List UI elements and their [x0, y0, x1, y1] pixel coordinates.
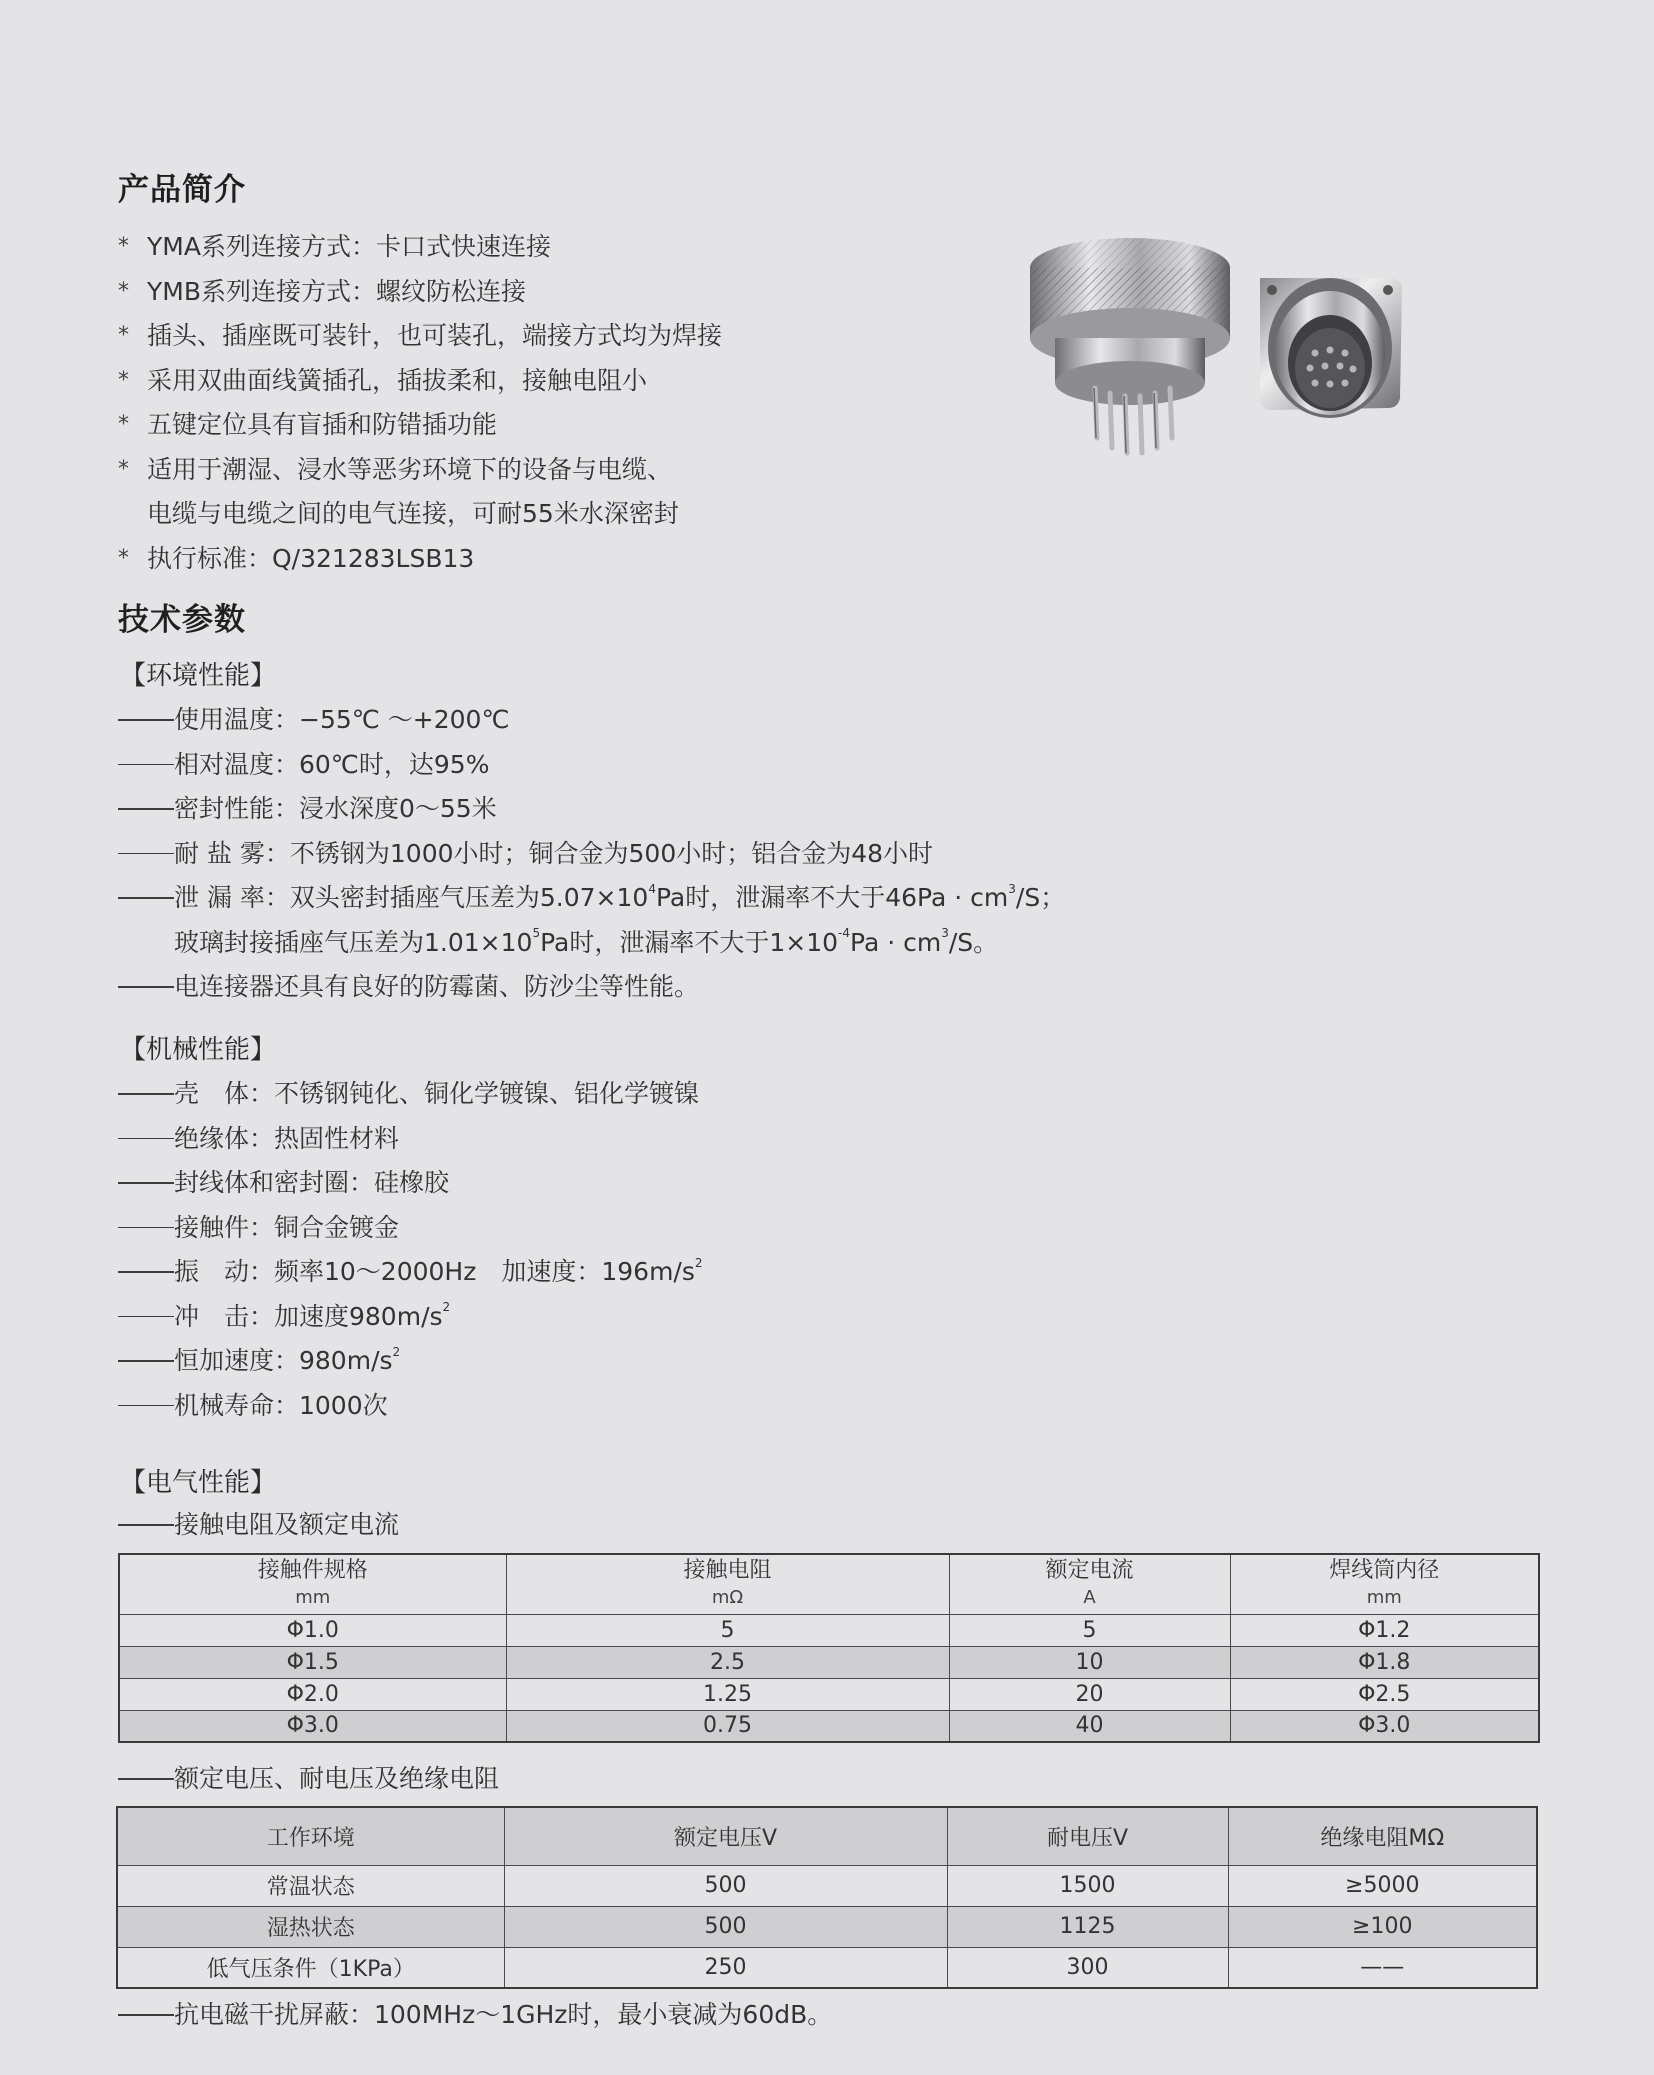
- dash-line: [118, 1524, 174, 1526]
- dash-line: [118, 2014, 174, 2016]
- intro-item: [118, 403, 1018, 448]
- table-row: Φ3.0 0.75 40 Φ3.0: [119, 1710, 1539, 1742]
- connector-product-image: [1010, 228, 1430, 468]
- intro-item-text: 执行标准：Q/321283LSB13: [147, 543, 475, 573]
- intro-item: [118, 314, 1018, 359]
- table-header-row: [119, 1554, 1539, 1614]
- dash-line: [118, 1360, 174, 1362]
- mech-item-shock: 冲 击：加速度$980m/s^2$: [118, 1295, 1568, 1340]
- env-list: [118, 698, 1568, 1010]
- table-header-cell: 接触件规格 mm: [119, 1554, 506, 1614]
- intro-item-text: 采用双曲面线簧插孔，插拔柔和，接触电阻小: [147, 365, 648, 395]
- env-item-temperature: 使用温度：−55℃ ～+200℃: [118, 698, 1568, 743]
- dash-line: [118, 719, 174, 721]
- table-row: 低气压条件（1KPa） 250 300 ——: [117, 1947, 1537, 1988]
- intro-item-text: 适用于潮湿、浸水等恶劣环境下的设备与电缆、: [147, 454, 673, 484]
- mech-item-vibration: 振 动：频率10～2000Hz 加速度：$196m/s^2$: [118, 1250, 1568, 1295]
- dash-line: [118, 1138, 174, 1140]
- mech-item-acceleration: 恒加速度：$980m/s^2$: [118, 1339, 1568, 1384]
- bullet: *: [118, 234, 129, 259]
- mech-item-seal: 封线体和密封圈：硅橡胶: [118, 1161, 1568, 1206]
- env-item-salt-spray: 耐 盐 雾：不锈钢为1000小时；铜合金为500小时；铝合金为48小时: [118, 832, 1568, 877]
- tech-title: 技术参数: [118, 602, 246, 638]
- dash-line: [118, 1227, 174, 1229]
- table-row: 常温状态 500 1500 ≥5000: [117, 1865, 1537, 1906]
- table-row: Φ1.0 5 5 Φ1.2: [119, 1614, 1539, 1646]
- dash-line: [118, 853, 174, 855]
- bullet: *: [118, 545, 129, 571]
- mech-section-label: 【机械性能】: [120, 1035, 277, 1065]
- table-row: Φ2.0 1.25 20 Φ2.5: [119, 1678, 1539, 1710]
- dash-line: [118, 986, 174, 988]
- contact-resistance-table: [118, 1553, 1540, 1743]
- table-header-cell: 额定电流 A: [949, 1554, 1230, 1614]
- mech-item-contact: 接触件：铜合金镀金: [118, 1206, 1568, 1251]
- dash-line: [118, 1405, 174, 1407]
- dash-line: [118, 1093, 174, 1095]
- intro-item-continuation: [118, 492, 1018, 537]
- intro-list: [118, 225, 1018, 581]
- env-item-seal: 密封性能：浸水深度0～55米: [118, 787, 1568, 832]
- table2-heading: 额定电压、耐电压及绝缘电阻: [118, 1759, 499, 1799]
- mech-list: [118, 1072, 1568, 1428]
- env-item-leak-rate-glass: 玻璃封接插座气压差为$1.01\times 10^5Pa$时，泄漏率不大于$1\times 10^{-4}Pa \cdot cm^3/S$。: [174, 926, 999, 957]
- dash-line: [118, 1182, 174, 1184]
- table-header-cell: 额定电压V: [504, 1807, 947, 1865]
- table-header-cell: 绝缘电阻MΩ: [1228, 1807, 1537, 1865]
- env-item-mold: 电连接器还具有良好的防霉菌、防沙尘等性能。: [118, 965, 1568, 1010]
- intro-item: [118, 537, 1018, 582]
- mech-item-life: 机械寿命：1000次: [118, 1384, 1568, 1429]
- env-item-humidity: 相对温度：60℃时，达95%: [118, 743, 1568, 788]
- dash-line: [118, 1271, 174, 1273]
- emi-shielding-line: 抗电磁干扰屏蔽：100MHz～1GHz时，最小衰减为60dB。: [118, 1995, 832, 2035]
- dash-line: [118, 764, 174, 766]
- intro-item-text: 插头、插座既可装针，也可装孔，端接方式均为焊接: [147, 321, 723, 350]
- intro-item-text: YMA系列连接方式：卡口式快速连接: [147, 232, 551, 261]
- bullet: *: [118, 323, 129, 348]
- bullet: *: [118, 412, 129, 437]
- intro-item: [118, 225, 1018, 270]
- table1-heading: 接触电阻及额定电流: [118, 1505, 399, 1545]
- intro-item-text: YMB系列连接方式：螺纹防松连接: [147, 276, 526, 306]
- dash-line: [118, 808, 174, 810]
- table-row: 湿热状态 500 1125 ≥100: [117, 1906, 1537, 1947]
- env-item-leak-rate: 泄 漏 率：双头密封插座气压差为$5.07\times 10^4Pa$时，泄漏率不大于$46Pa \cdot cm^3/S$；: [118, 876, 1568, 921]
- table-header-cell: 焊线筒内径 mm: [1230, 1554, 1539, 1614]
- table-header-cell: 工作环境: [117, 1807, 504, 1865]
- intro-item: [118, 448, 1018, 493]
- intro-item: [118, 270, 1018, 315]
- plug-image: [1030, 238, 1230, 453]
- table-header-row: [117, 1807, 1537, 1865]
- dash-line: [118, 897, 174, 899]
- mech-item-insulator: 绝缘体：热固性材料: [118, 1117, 1568, 1162]
- intro-item-text: 五键定位具有盲插和防错插功能: [147, 410, 498, 439]
- intro-item: [118, 359, 1018, 404]
- table-row: Φ1.5 2.5 10 Φ1.8: [119, 1646, 1539, 1678]
- dash-line: [118, 1778, 174, 1780]
- bullet: *: [118, 456, 129, 482]
- table-header-cell: 接触电阻 mΩ: [506, 1554, 949, 1614]
- intro-title: 产品简介: [118, 172, 246, 208]
- bullet: *: [118, 367, 129, 393]
- elec-section-label: 【电气性能】: [120, 1468, 277, 1498]
- mech-item-shell: 壳 体：不锈钢钝化、铜化学镀镍、铝化学镀镍: [118, 1072, 1568, 1117]
- dash-line: [118, 1316, 174, 1318]
- env-section-label: 【环境性能】: [120, 661, 277, 691]
- bullet: *: [118, 278, 129, 304]
- intro-item-text: 电缆与电缆之间的电气连接，可耐55米水深密封: [147, 499, 679, 528]
- table-header-cell: 耐电压V: [947, 1807, 1228, 1865]
- voltage-insulation-table: [116, 1806, 1538, 1989]
- receptacle-image: [1260, 278, 1402, 418]
